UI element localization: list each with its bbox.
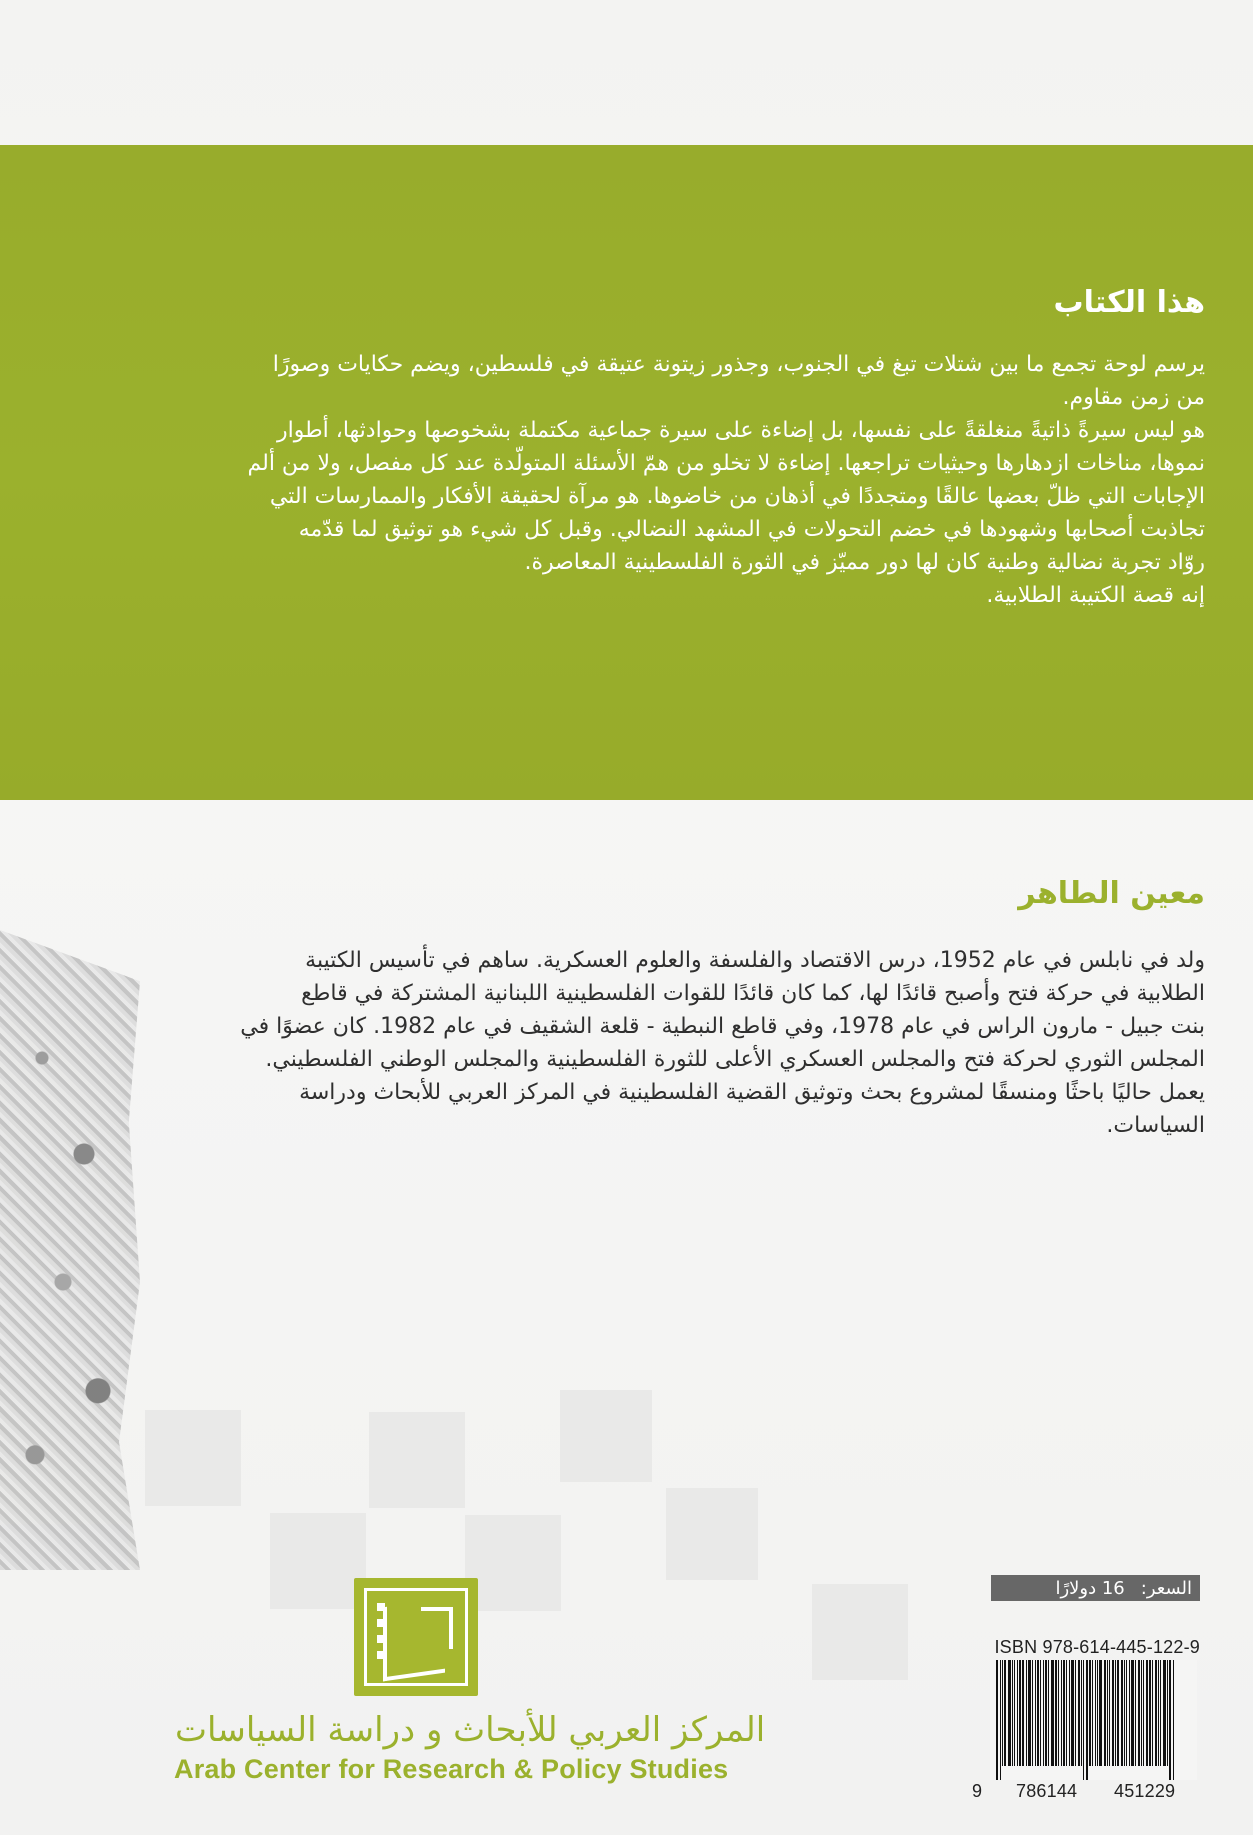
barcode-bar: [1089, 1660, 1091, 1766]
barcode-bar: [1099, 1660, 1102, 1766]
barcode-bar: [1095, 1660, 1096, 1766]
barcode-bar: [1075, 1660, 1076, 1766]
logo-dot: [377, 1619, 385, 1627]
barcode-bar: [1026, 1660, 1027, 1766]
barcode-bar: [1143, 1660, 1144, 1766]
barcode-bar: [1126, 1660, 1127, 1766]
checker-tile: [666, 1488, 758, 1580]
barcode-bar: [1035, 1660, 1036, 1766]
price-label: السعر:: [1140, 1577, 1192, 1599]
barcode-bar: [1138, 1660, 1140, 1766]
left-photo-strip: [0, 930, 140, 1570]
barcode-bar: [1040, 1660, 1041, 1766]
barcode-bar: [1028, 1660, 1031, 1766]
barcode-bar: [1081, 1660, 1082, 1766]
barcode-bar: [1117, 1660, 1119, 1766]
barcode-icon: [990, 1660, 1197, 1780]
barcode-bar: [1019, 1660, 1021, 1766]
barcode-bar: [1000, 1660, 1001, 1780]
logo-dot: [377, 1651, 385, 1659]
barcode-bar: [1008, 1660, 1011, 1766]
barcode-bar: [996, 1660, 998, 1780]
checker-tile: [145, 1410, 241, 1506]
barcode-digit-lead: 9: [972, 1781, 983, 1801]
barcode-bar: [1121, 1660, 1123, 1766]
barcode-bar: [1002, 1660, 1003, 1766]
about-book-title: هذا الكتاب: [1053, 285, 1205, 320]
barcode-bar: [1078, 1660, 1080, 1766]
publisher-logo-icon: [354, 1578, 478, 1696]
checker-tile: [812, 1584, 908, 1680]
about-line: الإجابات التي ظلّ بعضها عالقًا ومتجددًا في أذهان من خاضوها. هو مرآة لحقيقة الأفكار والممارسات التي: [269, 484, 1205, 509]
barcode-bar: [1061, 1660, 1062, 1766]
publisher-logo-mark: [364, 1588, 468, 1686]
barcode-bar: [1055, 1660, 1057, 1766]
about-line: يرسم لوحة تجمع ما بين شتلات تبغ في الجنوب، وجذور زيتونة عتيقة في فلسطين، ويضم حكايات وصورًا: [272, 352, 1205, 377]
barcode-bar: [1014, 1660, 1015, 1766]
isbn-text: ISBN 978-614-445-122-9: [994, 1637, 1200, 1657]
publisher-name-english: Arab Center for Research & Policy Studies: [174, 1754, 729, 1784]
price-badge: [991, 1575, 1200, 1601]
barcode-digit-group-left: 786144: [1016, 1781, 1078, 1801]
barcode-bar: [1063, 1660, 1065, 1766]
barcode-bar: [1097, 1660, 1098, 1766]
barcode-bar: [1146, 1660, 1148, 1766]
about-line: هو ليس سيرةً ذاتيةً منغلقةً على نفسها، بل إضاءة على سيرة جماعية مكتملة بشخوصها وحوادثها، أطوار: [277, 418, 1205, 443]
checker-tile: [465, 1515, 561, 1611]
about-line: نموها، مناخات ازدهارها وحيثيات تراجعها. إضاءة لا تخلو من همّ الأسئلة المتولّدة عند كل مفصل، ولا من ألم: [247, 451, 1205, 476]
about-line: روّاد تجربة نضالية وطنية كان لها دور مميّز في الثورة الفلسطينية المعاصرة.: [524, 550, 1205, 575]
author-bio-text: [155, 944, 1205, 1142]
barcode-bar: [1022, 1660, 1024, 1766]
barcode-bar: [1066, 1660, 1067, 1766]
logo-dot: [377, 1603, 385, 1611]
author-title: معين الطاهر: [1018, 876, 1205, 911]
barcode-bar: [1032, 1660, 1033, 1766]
barcode-bar: [1131, 1660, 1134, 1766]
barcode-bar: [1058, 1660, 1059, 1766]
checker-tile: [369, 1412, 465, 1508]
barcode-bar: [1048, 1660, 1049, 1766]
barcode-bar: [1152, 1660, 1153, 1766]
barcode-bar: [1043, 1660, 1044, 1766]
barcode-bar: [1160, 1660, 1161, 1766]
barcode-bar: [1158, 1660, 1159, 1766]
barcode-bar: [1169, 1660, 1171, 1780]
barcode-bar: [1017, 1660, 1018, 1766]
about-line: من زمن مقاوم.: [1062, 385, 1205, 410]
barcode-bar: [1135, 1660, 1136, 1766]
author-line: يعمل حاليًا باحثًا ومنسقًا لمشروع بحث وتوثيق القضية الفلسطينية في المركز العربي للأبحاث ودراسة: [299, 1080, 1205, 1105]
about-book-text: [160, 348, 1205, 612]
author-line: ولد في نابلس في عام 1952، درس الاقتصاد والفلسفة والعلوم العسكرية. ساهم في تأسيس الكتيبة: [305, 948, 1205, 973]
barcode-bar: [1051, 1660, 1054, 1766]
author-line: المجلس الثوري لحركة فتح والمجلس العسكري الأعلى للثورة الفلسطينية والمجلس الوطني الفلسطيني.: [265, 1047, 1205, 1072]
barcode-bar: [1104, 1660, 1106, 1766]
price-value: 16 دولارًا: [1055, 1577, 1125, 1599]
logo-dot: [377, 1635, 385, 1643]
barcode-bar: [1109, 1660, 1110, 1766]
author-line: بنت جبيل - مارون الراس في عام 1978، وفي قاطع النبطية - قلعة الشقيف في عام 1982. كان عضوًا في: [240, 1014, 1205, 1039]
barcode-bar: [1155, 1660, 1157, 1766]
barcode-bar: [1141, 1660, 1142, 1766]
author-line: السياسات.: [1106, 1113, 1205, 1138]
author-line: الطلابية في حركة فتح وأصبح قائدًا لها، كما كان قائدًا للقوات الفلسطينية اللبنانية المشتركة في قاطع: [301, 981, 1205, 1006]
barcode-bar: [1163, 1660, 1166, 1766]
about-line: تجاذبت أصحابها وشهودها في خضم التحولات في المشهد النضالي. وقبل كل شيء هو توثيق لما قدّمه: [298, 517, 1205, 542]
barcode-bar: [1086, 1660, 1088, 1780]
about-line: إنه قصة الكتيبة الطلابية.: [986, 583, 1205, 608]
barcode-bar: [1012, 1660, 1013, 1766]
barcode-digit-group-right: 451229: [1114, 1781, 1176, 1801]
barcode-bar: [1037, 1660, 1039, 1766]
barcode-bar: [1124, 1660, 1125, 1766]
barcode-bar: [1004, 1660, 1006, 1766]
barcode-bar: [1071, 1660, 1074, 1766]
barcode-bar: [1115, 1660, 1116, 1766]
barcode-bar: [1092, 1660, 1093, 1766]
publisher-name-arabic: المركز العربي للأبحاث و دراسة السياسات: [175, 1710, 766, 1750]
barcode-bar: [1149, 1660, 1151, 1766]
checker-tile: [270, 1513, 366, 1609]
barcode-bar: [1107, 1660, 1108, 1766]
barcode-bar: [1129, 1660, 1130, 1766]
barcode-bar: [1173, 1660, 1174, 1780]
barcode-bar: [1112, 1660, 1114, 1766]
barcode-bar: [1045, 1660, 1047, 1766]
barcode-bar: [1083, 1660, 1084, 1780]
barcode-bar: [1167, 1660, 1168, 1766]
checker-tile: [560, 1390, 652, 1482]
barcode-bar: [1069, 1660, 1070, 1766]
